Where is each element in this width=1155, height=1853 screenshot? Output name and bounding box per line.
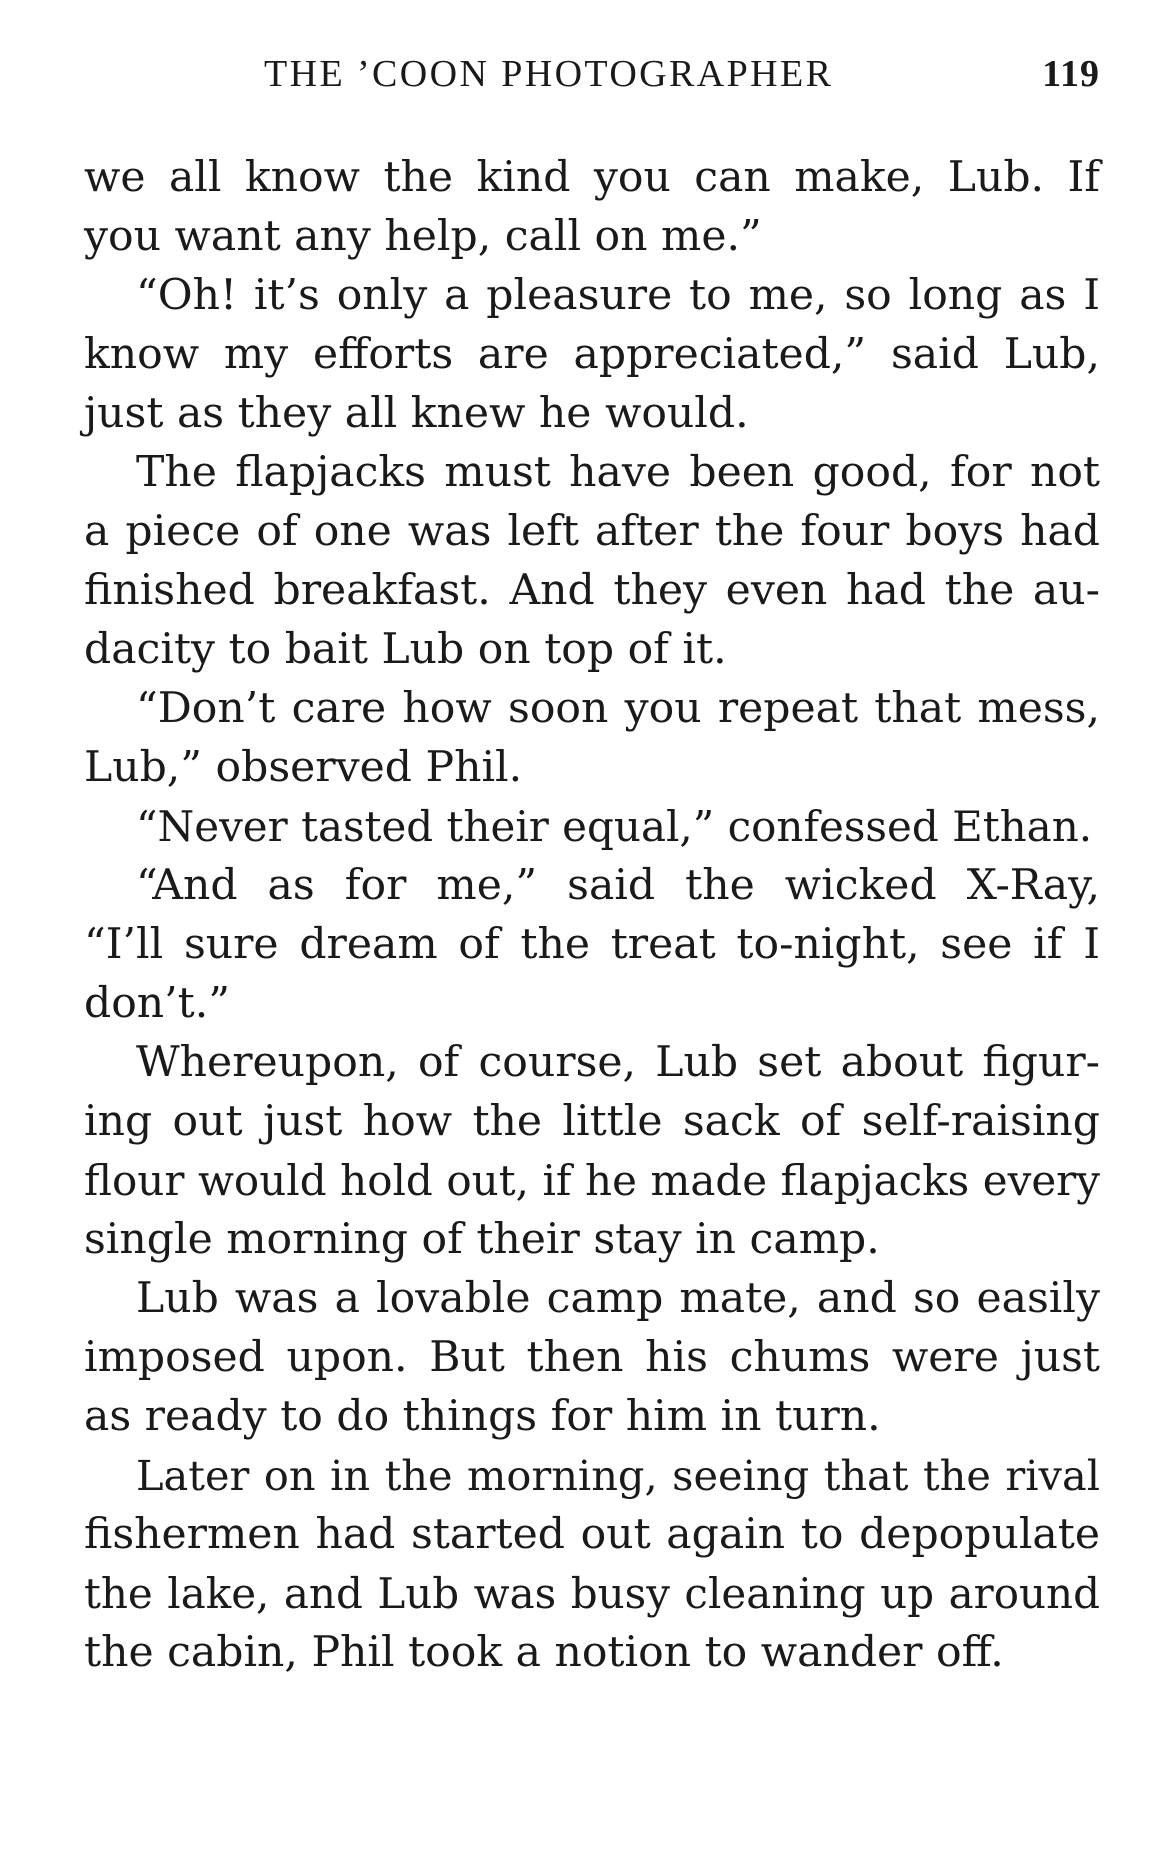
text-line: Lub was a lovable camp mate, and so easily xyxy=(136,1274,1100,1323)
text-line: dacity to bait Lub on top of it. xyxy=(84,625,727,674)
text-line: Lub,” observed Phil. xyxy=(84,743,523,792)
text-line: flour would hold out, if he made flapjacks every xyxy=(84,1156,1100,1205)
text-line: Whereupon, of course, Lub set about figur- xyxy=(136,1038,1100,1087)
text-line: a piece of one was left after the four boys had xyxy=(84,507,1100,556)
text-line: single morning of their stay in camp. xyxy=(84,1215,880,1264)
text-line: you want any help, call on me.” xyxy=(84,212,762,261)
text-line: the lake, and Lub was busy cleaning up around xyxy=(84,1569,1100,1618)
text-line: “Don’t care how soon you repeat that mess, xyxy=(136,684,1100,733)
text-line: “Never tasted their equal,” confessed Ethan. xyxy=(136,802,1093,851)
running-head xyxy=(84,52,1100,112)
text-line: imposed upon. But then his chums were just xyxy=(84,1333,1100,1382)
text-line: The flapjacks must have been good, for not xyxy=(136,448,1100,497)
text-line: ing out just how the little sack of self-raising xyxy=(84,1097,1100,1146)
text-line: the cabin, Phil took a notion to wander off. xyxy=(84,1628,1004,1677)
text-line: as ready to do things for him in turn. xyxy=(84,1392,881,1441)
text-line: Later on in the morning, seeing that the rival xyxy=(136,1451,1100,1500)
running-title: THE ’COON PHOTOGRAPHER xyxy=(264,53,834,95)
text-line: don’t.” xyxy=(84,979,230,1028)
text-line: fishermen had started out again to depopulate xyxy=(84,1510,1100,1559)
body-text xyxy=(84,148,1100,1682)
text-line: finished breakfast. And they even had the au- xyxy=(84,566,1100,615)
text-line: we all know the kind you can make, Lub. If xyxy=(84,153,1100,202)
text-line: know my efforts are appreciated,” said Lub, xyxy=(84,330,1100,379)
text-line: “Oh! it’s only a pleasure to me, so long as I xyxy=(136,271,1100,320)
page-number: 119 xyxy=(1042,53,1100,95)
text-line: “I’ll sure dream of the treat to-night, see if I xyxy=(84,920,1100,969)
text-line: “And as for me,” said the wicked X-Ray, xyxy=(136,861,1100,910)
text-line: just as they all knew he would. xyxy=(84,389,749,438)
